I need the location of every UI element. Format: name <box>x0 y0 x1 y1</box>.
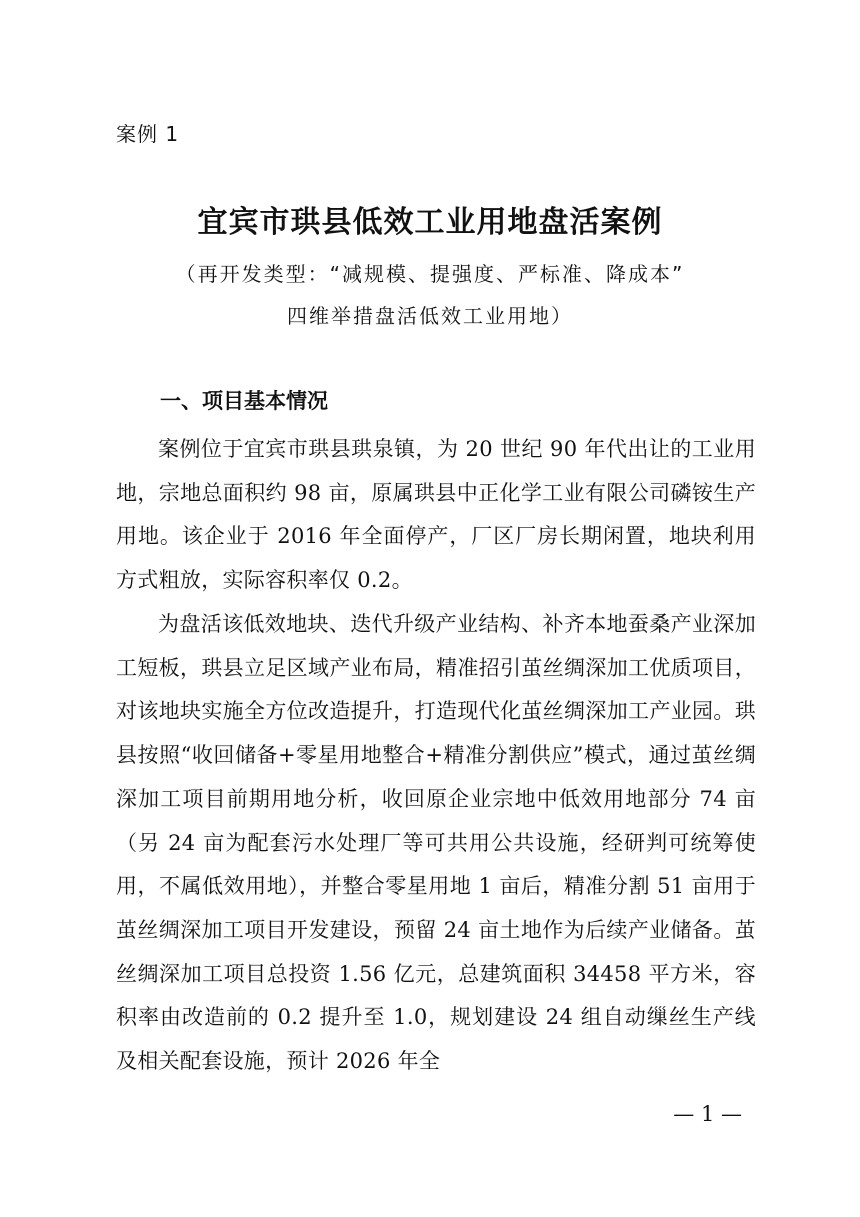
section-heading-1: 一、项目基本情况 <box>160 389 328 413</box>
subtitle-line-1: （再开发类型：“减规模、提强度、严标准、降成本” <box>175 262 685 286</box>
subtitle-line-2: 四维举措盘活低效工业用地） <box>287 304 573 328</box>
page-number: — 1 — <box>673 1102 742 1126</box>
paragraph-2: 为盘活该低效地块、迭代升级产业结构、补齐本地蚕桑产业深加工短板，珙县立足区域产业布局，精准招引茧丝绸深加工优质项目，对该地块实施全方位改造提升，打造现代化茧丝绸深加工产业园。珙县按照“收回储备+零星用地整合+精准分割供应”模式，通过茧丝绸深加工项目前期用地分析，收回原企业宗地中低效用地部分 74 亩（另 24 亩为配套污水处理厂等可共用公共设施，经研判可统筹使用，不属低效用地），并整合零星用地 1 亩后，精准分割 51 亩用于茧丝绸深加工项目开发建设，预留 24 亩土地作为后续产业储备。茧丝绸深加工项目总投资 1.56 亿元，总建筑面积 34458 平方米，容积率由改造前的 0.2 提升至 1.0，规划建设 24 组自动缫丝生产线及相关配套设施，预计 2026 年全 <box>116 612 756 1074</box>
document-title: 宜宾市珙县低效工业用地盘活案例 <box>197 205 663 240</box>
paragraph-1: 案例位于宜宾市珙县珙泉镇，为 20 世纪 90 年代出让的工业用地，宗地总面积约 98 亩，原属珙县中正化学工业有限公司磷铵生产用地。该企业于 2016 年全面停产，厂区厂房长期闲置，地块利用方式粗放，实际容积率仅 0.2。 <box>116 437 756 593</box>
case-label: 案例 1 <box>116 122 180 146</box>
